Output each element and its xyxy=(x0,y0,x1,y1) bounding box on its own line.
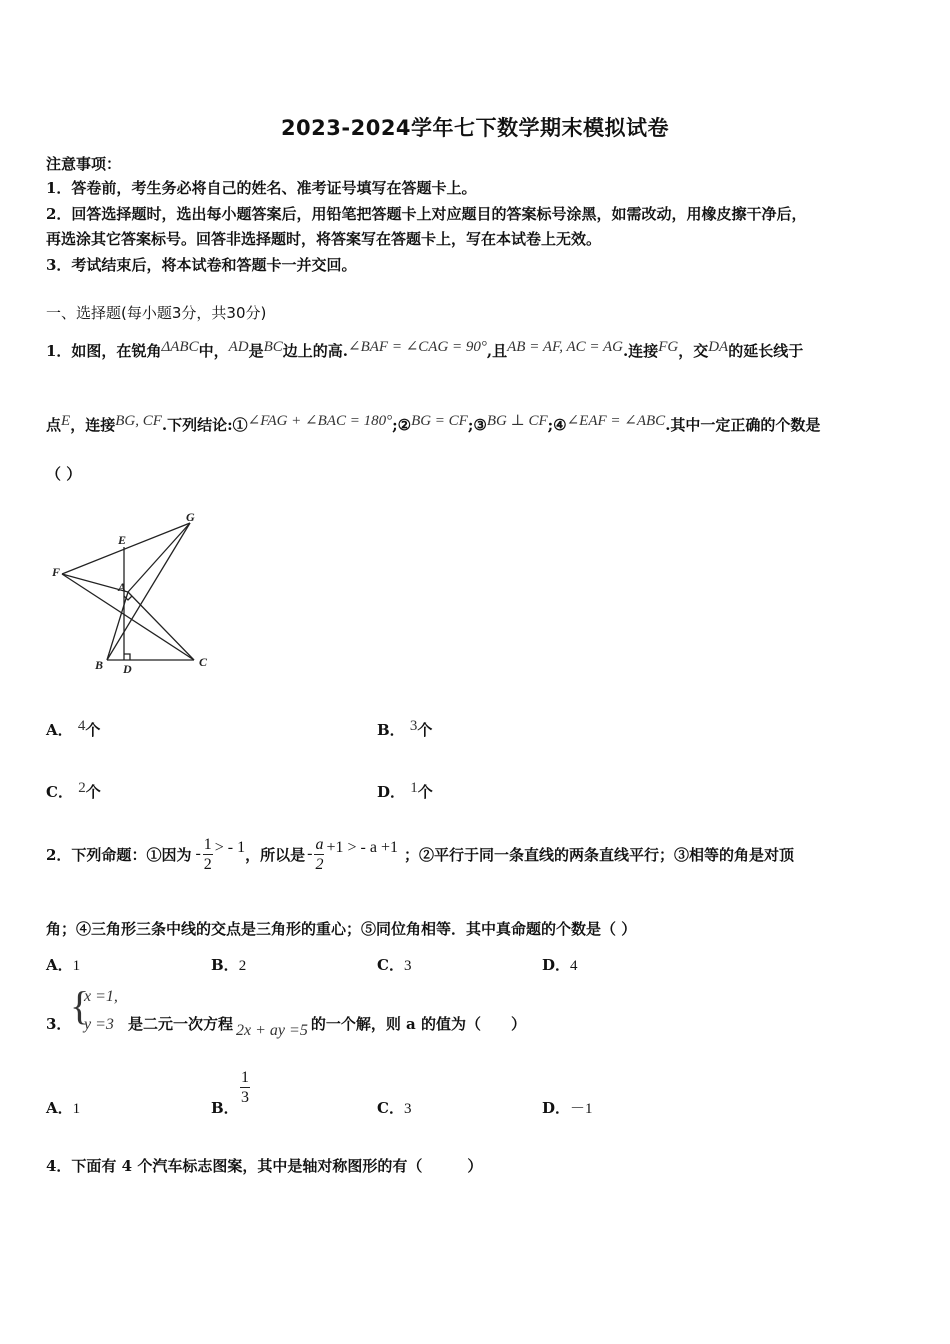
q1-option-d[interactable]: D． 1个 xyxy=(377,780,433,801)
q2-line1: 2．下列命题：①因为 - $\frac{1}{2}$ > - 1 ，所以是 - $\frac{a}{2}$ +1 > - a +1 ；②平行于同一条直线的两条直线平行；③相等的角是对顶 xyxy=(46,835,794,873)
segment-fc xyxy=(62,574,194,660)
q2-option-d[interactable]: D．4 xyxy=(542,956,578,974)
q4-question: 4．下面有 4 个汽车标志图案，其中是轴对称图形的有（ ） xyxy=(46,1157,483,1175)
q3-number: 3． xyxy=(46,1015,72,1033)
segment-ab xyxy=(107,592,128,660)
q3-system-eq2: y =3 xyxy=(84,1016,114,1033)
label-c: C xyxy=(199,655,208,669)
q2-option-c[interactable]: C．3 xyxy=(377,956,412,974)
label-g: G xyxy=(186,510,195,524)
label-a: A xyxy=(118,580,127,594)
q1-answer-bracket: （ ） xyxy=(46,465,82,483)
page-title: 2023-2024学年七下数学期末模拟试卷 xyxy=(280,116,670,140)
note-item: 2．回答选择题时，选出每小题答案后，用铅笔把答题卡上对应题目的答案标号涂黑，如需改动，用橡皮擦干净后， xyxy=(46,205,807,223)
q1-option-a[interactable]: A． 4个 xyxy=(46,718,101,739)
q3-option-b-fraction: $\frac{1}{3}$ xyxy=(241,1069,249,1106)
q1-line2: 点E，连接BG, CF.下列结论:①∠FAG + ∠BAC = 180°;②BG = CF;③BG ⊥ CF;④∠EAF = ∠ABC.其中一定正确的个数是 xyxy=(46,413,821,434)
q1-option-c[interactable]: C． 2个 xyxy=(46,780,101,801)
q3-system-eq1: x =1, xyxy=(84,988,118,1005)
q1-line1: 1．如图，在锐角ΔABC中，AD是BC边上的高.∠BAF = ∠CAG = 90°,且AB = AF, AC = AG.连接FG，交DA的延长线于 xyxy=(46,339,804,360)
q3-system-brace: { xyxy=(70,983,90,1028)
q1-geometry-figure xyxy=(40,505,225,680)
q1-option-b[interactable]: B． 3个 xyxy=(377,718,433,739)
segment-fg xyxy=(62,523,190,574)
section-heading: 一、选择题(每小题3分，共30分) xyxy=(46,304,267,322)
label-b: B xyxy=(95,658,104,672)
note-item: 再选涂其它答案标号。回答非选择题时，将答案写在答题卡上，写在本试卷上无效。 xyxy=(46,230,602,248)
q3-option-b[interactable]: B． xyxy=(211,1099,239,1117)
q2-option-a[interactable]: A．1 xyxy=(46,956,81,974)
q2-option-b[interactable]: B．2 xyxy=(211,956,247,974)
q2-line2: 角；④三角形三条中线的交点是三角形的重心；⑤同位角相等．其中真命题的个数是（ ） xyxy=(46,920,637,938)
q3-option-c[interactable]: C．3 xyxy=(377,1099,412,1117)
label-f: F xyxy=(52,565,61,579)
q3-text: 是二元一次方程 2x + ay =5 的一个解，则 a 的值为（ ） xyxy=(128,1015,526,1039)
note-item: 3．考试结束后，将本试卷和答题卡一并交回。 xyxy=(46,256,357,274)
segment-ag xyxy=(128,523,190,592)
label-d: D xyxy=(123,662,132,676)
notes-heading: 注意事项： xyxy=(46,155,122,173)
q3-option-a[interactable]: A．1 xyxy=(46,1099,81,1117)
right-angle-d xyxy=(124,654,130,660)
note-item: 1．答卷前，考生务必将自己的姓名、准考证号填写在答题卡上。 xyxy=(46,179,477,197)
segment-ac xyxy=(128,592,194,660)
q3-option-d[interactable]: D．－1 xyxy=(542,1099,593,1117)
label-e: E xyxy=(118,533,127,547)
